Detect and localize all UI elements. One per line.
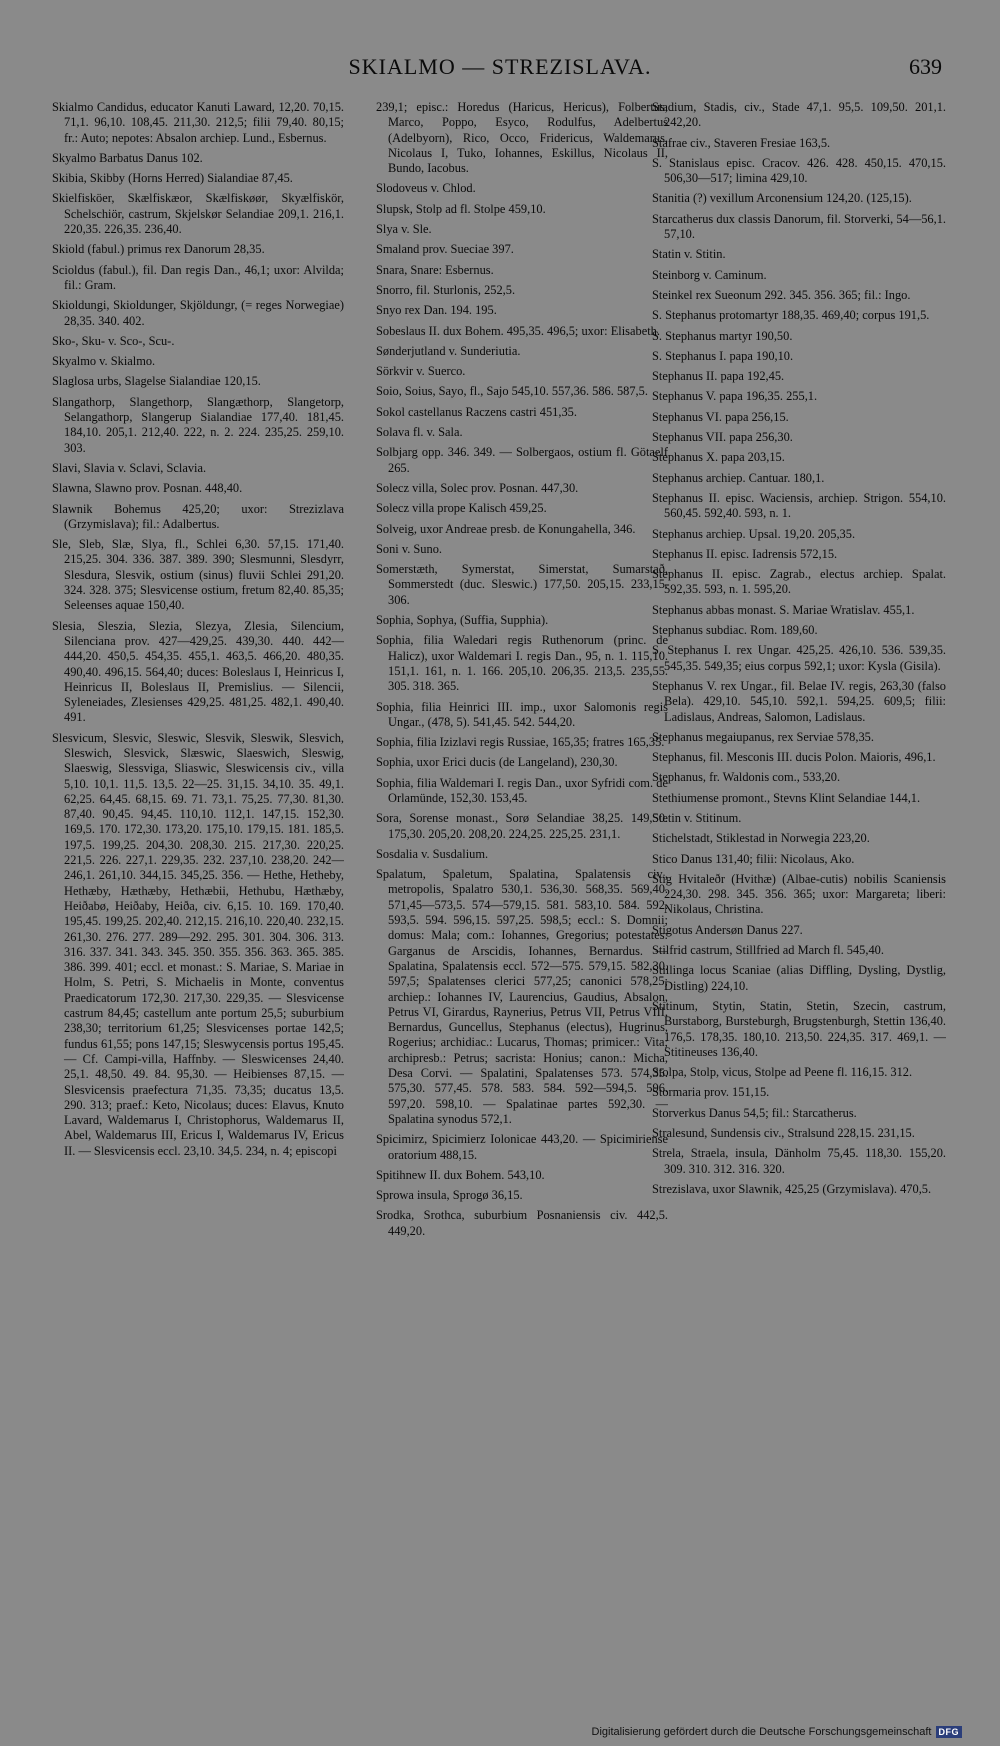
index-entry: Stephanus VII. papa 256,30. [652,430,793,445]
index-entry: Stetin v. Stitinum. [652,810,742,825]
index-entry: Stephanus II. episc. Iadrensis 572,15. [652,546,838,561]
index-entry: Slangathorp, Slangethorp, Slangæthorp, Slangetorp, Selangathorp, Slangerup Sialandiae 177,40. 181,45. 184,10. 205,1. 212,40. 222, n. 2. 224. 235,25. 259,10. 303. [52,394,344,455]
index-entry: Sle, Sleb, Slæ, Slya, fl., Schlei 6,30. 57,15. 171,40. 215,25. 304. 336. 387. 389. 390; Slesmunni, Slesdyrr, Slesdura, Slesvik, ostium (sinus) fluvii Schlei 291,20. 324. 328. 375; Slesvicense ostium, fretum 82,40. 85,35; Seleenses aquae 150,40. [52,537,344,613]
index-entry: Slesvicum, Slesvic, Sleswic, Slesvik, Sleswik, Slesvich, Sleswich, Slesvick, Slæswic, Slaeswich, Sleswig, Slaeswig, Slessviga, Sliaswic, Sleswicensis civ., villa 5,10. 10,1. 11,5. 13,5. 22—25. 31,15. 34,10. 35. 49,1. 62,25. 64,45. 68,15. 69. 71. 73,1. 75,25. 77,30. 81,30. 87,40. 90,45. 94,45. 110,10. 112,1. 147,15. 152,30. 169,5. 170. 172,30. 173,20. 175,10. 179,15. 181. 185,5. 197,5. 199,25. 204,30. 208,30. 215. 217,30. 220,25. 221,5. 226. 227,1. 229,35. 232. 237,10. 238,20. 242—246,1. 261,10. 344,15. 345,25. 356. — Hethe, Hetheby, Hethæby, Hæthæby, Hethæbii, Hethubu, Hæthæby, Heiðabø, Heiðaby, Heiða, civ. 6,15. 10. 169. 170,40. 195,45. 199,25. 202,40. 212,15. 216,10. 220,40. 232,15. 261,30. 276. 277. 289—292. 295. 301. 304. 306. 313. 316. 337. 341. 343. 345. 350. 355. 356. 363. 365. 385. 386. 399. 401; eccl. et monast.: S. Mariae, S. Mariae in Holm, S. Petri, S. Michaelis in Monte, conventus Praedicatorum 172,30. 217,30. 229,35. — Slesvicense castrum 84,45; castellum ante portum 25,5; suburbium 238,30; territorium 61,25; Slesvicenses portae 142,5; fundus 61,55; pons 147,15; Sleswycensis portus 195,45. — Cf. Campi-villa, Haffnby. — Sleswicenses 24,40. 25,1. 48,50. 49. 84. 95,30. — Heibienses 87,15. — Slesvicensis praefectura 71,35. 73,35; ducatus 13,5. 290. 313; praef.: Keto, Nicolaus; duces: Elavus, Knuto Lavard, Waldemarus I, Christophorus, Waldemarus II, Abel, Waldemarus III, Ericus I, Waldemarus IV, Ericus II. — Slesvicensis eccl. 23,10. 34,5. 234, n. 4; episcopi [52,730,344,1158]
index-entry: Steinkel rex Sueonum 292. 345. 356. 365; fil.: Ingo. [652,287,911,302]
index-entry: Solecz villa, Solec prov. Posnan. 447,30. [376,480,579,495]
index-entry: Stephanus V. rex Ungar., fil. Belae IV. regis, 263,30 (falso Bela). 429,10. 545,10. 592,1. 594,25. 609,5; filii: Ladislaus, Andreas, Salomon, Ladislaus. [652,678,946,724]
index-entry: Stephanus VI. papa 256,15. [652,409,789,424]
index-entry: Stigotus Andersøn Danus 227. [652,922,803,937]
index-entry: Skiold (fabul.) primus rex Danorum 28,35. [52,242,265,257]
index-entry: Storverkus Danus 54,5; fil.: Starcatherus. [652,1105,857,1120]
index-entry: Skialmo Candidus, educator Kanuti Laward, 12,20. 70,15. 71,1. 96,10. 108,45. 211,30. 212,5; filii 79,40. 80,15; fr.: Auto; nepotes: Absalon archiep. Lund., Esbernus. [52,100,344,145]
index-entry: Stafrae civ., Staveren Fresiae 163,5. [652,135,831,150]
index-entry: 239,1; episc.: Horedus (Haricus, Hericus), Folbertus, Marco, Poppo, Esyco, Rodulfus, Adelbertus (Adelbyorn), Rico, Occo, Fridericus, Waldemarus, Nicolaus I, Tuko, Iohannes, Eskillus, Nicolaus II, Bundo, Iacobus. [376,100,668,176]
index-entry: Stico Danus 131,40; filii: Nicolaus, Ako. [652,851,855,866]
index-entry: Stichelstadt, Stiklestad in Norwegia 223,20. [652,831,870,846]
index-entry: Snyo rex Dan. 194. 195. [376,303,497,318]
index-entry: Slodoveus v. Chlod. [376,181,476,196]
index-entry: Stolpa, Stolp, vicus, Stolpe ad Peene fl. 116,15. 312. [652,1065,913,1080]
index-entry: Sko-, Sku- v. Sco-, Scu-. [52,333,175,348]
running-title: SKIALMO — STREZISLAVA. [348,54,652,79]
index-entry: Stormaria prov. 151,15. [652,1085,770,1100]
index-entry: Smaland prov. Sueciae 397. [376,242,514,257]
index-entry: Scioldus (fabul.), fil. Dan regis Dan., 46,1; uxor: Alvilda; fil.: Gram. [52,262,344,292]
index-entry: Stephanus II. episc. Waciensis, archiep. Strigon. 554,10. 560,45. 592,40. 593, n. 1. [652,490,946,521]
index-entry: Solbjarg opp. 346. 349. — Solbergaos, ostium fl. Götaelf 265. [376,445,668,475]
index-column-middle [376,100,668,1720]
index-entry: Sophia, filia Izizlavi regis Russiae, 165,35; fratres 165,35. [376,735,665,750]
index-entry: Stephanus abbas monast. S. Mariae Wratislav. 455,1. [652,602,915,617]
index-entry: Strela, Straela, insula, Dänholm 75,45. 118,30. 155,20. 309. 310. 312. 316. 320. [652,1146,946,1176]
index-entry: Sønderjutland v. Sunderiutia. [376,343,521,358]
index-entry: Stethiumense promont., Stevns Klint Selandiae 144,1. [652,790,921,805]
index-entry: Stadium, Stadis, civ., Stade 47,1. 95,5. 109,50. 201,1. 242,20. [652,100,946,130]
index-entry: Stralesund, Sundensis civ., Stralsund 228,15. 231,15. [652,1126,915,1141]
index-entry: Somerstæth, Symerstat, Simerstat, Sumarstað, Sommerstedt (duc. Sleswic.) 177,50. 205,15. 233,15. 306. [376,562,668,607]
index-entry: Sophia, filia Heinrici III. imp., uxor Salomonis regis Ungar., (478, 5). 541,45. 542. 544,20. [376,699,668,729]
index-entry: Skyalmo Barbatus Danus 102. [52,150,203,165]
index-entry: Stillinga locus Scaniae (alias Diffling, Dysling, Dystlig, Distling) 224,10. [652,963,946,993]
index-entry: Soio, Soius, Sayo, fl., Sajo 545,10. 557,36. 586. 587,5. [376,384,648,399]
index-entry: Slesia, Sleszia, Slezia, Slezya, Zlesia, Silencium, Silenciana prov. 427—429,25. 439,30. 440. 442—444,20. 450,5. 454,35. 455,1. 463,5. 466,20. 480,35. 490,40. 496,15. 564,40; duces: Boleslaus I, Heinricus I, Heinricus II, Boleslaus II, Premislius. — Silencii, Syleneiades, Zlesienses 429,25. 481,25. 482,1. 490,40. 491. [52,618,344,725]
index-entry: Stephanus archiep. Cantuar. 180,1. [652,470,825,485]
index-entry: Stephanus, fr. Waldonis com., 533,20. [652,770,841,785]
index-entry: Stephanus megaiupanus, rex Serviae 578,35. [652,729,874,744]
index-entry: Slya v. Sle. [376,222,432,237]
index-entry: Stephanus II. episc. Zagrab., electus archiep. Spalat. 592,35. 593, n. 1. 595,20. [652,567,946,597]
page-footer [592,1724,962,1740]
index-entry: Snara, Snare: Esbernus. [376,262,494,277]
index-entry: S. Stanislaus episc. Cracov. 426. 428. 450,15. 470,15. 506,30—517; limina 429,10. [652,155,946,186]
funding-note: Digitalisierung gefördert durch die Deutsche Forschungsgemeinschaft [591,1726,932,1738]
index-entry: Skioldungi, Skioldunger, Skjöldungr, (= reges Norwegiae) 28,35. 340. 402. [52,298,344,328]
index-entry: Solava fl. v. Sala. [376,425,463,440]
index-entry: Sörkvir v. Suerco. [376,364,466,379]
index-entry: Spitihnew II. dux Bohem. 543,10. [376,1167,545,1182]
page-number: 639 [909,54,942,79]
index-entry: Stephanus archiep. Upsal. 19,20. 205,35. [652,526,856,541]
index-entry: Solecz villa prope Kalisch 459,25. [376,501,547,516]
index-entry: Stig Hvitaleðr (Hvithæ) (Albae-cutis) nobilis Scaniensis 224,30. 298. 345. 356. 365; uxor: Margareta; liberi: Nikolaus, Christina. [652,871,946,917]
index-entry: Stephanus, fil. Mesconis III. ducis Polon. Maioris, 496,1. [652,750,936,765]
index-entry: Sophia, Sophya, (Suffia, Supphia). [376,613,549,628]
index-entry: Sophia, filia Waledari regis Ruthenorum (princ. de Halicz), uxor Waldemari I. regis Dan., 95, n. 1. 115,10. 151,1. 161, n. 1. 166. 205,10. 206,35. 213,5. 235,55. 305. 318. 365. [376,633,668,694]
index-entry: Slupsk, Stolp ad fl. Stolpe 459,10. [376,201,546,216]
index-entry: Stanitia (?) vexillum Arconensium 124,20. (125,15). [652,191,912,206]
index-column-left [52,100,344,1720]
page-header [0,52,1000,92]
index-entry: Solveig, uxor Andreae presb. de Konungahella, 346. [376,521,636,536]
dfg-logo: DFG [936,1726,963,1738]
index-entry: Sobeslaus II. dux Bohem. 495,35. 496,5; uxor: Elisabeth. [376,323,660,338]
index-entry: Statin v. Stitin. [652,247,726,262]
index-entry: Soni v. Suno. [376,541,442,556]
index-entry: Stephanus X. papa 203,15. [652,450,785,465]
index-entry: Skibia, Skibby (Horns Herred) Sialandiae 87,45. [52,171,293,186]
index-entry: Slawnik Bohemus 425,20; uxor: Strezizlava (Grzymislava); fil.: Adalbertus. [52,501,344,531]
index-entry: S. Stephanus I. papa 190,10. [652,348,794,363]
index-entry: Sokol castellanus Raczens castri 451,35. [376,404,577,419]
index-entry: Stephanus V. papa 196,35. 255,1. [652,389,818,404]
index-entry: Snorro, fil. Sturlonis, 252,5. [376,282,516,297]
index-entry: S. Stephanus martyr 190,50. [652,328,793,343]
index-entry: Starcatherus dux classis Danorum, fil. Storverki, 54—56,1. 57,10. [652,211,946,242]
index-entry: Skyalmo v. Skialmo. [52,354,156,369]
index-entry: Skielfisköer, Skælfiskæor, Skælfiskøør, Skyælfiskör, Schelschiör, castrum, Skjelskør Selandiae 209,1. 216,1. 220,35. 226,35. 236,40. [52,191,344,237]
index-entry: Sora, Sorense monast., Sorø Selandiae 38,25. 149,50. 175,30. 205,20. 208,20. 224,25. 225,25. 231,1. [376,811,668,841]
index-entry: Strezislava, uxor Slawnik, 425,25 (Grzymislava). 470,5. [652,1181,932,1196]
index-entry: Stilfrid castrum, Stillfried ad March fl. 545,40. [652,943,884,958]
index-entry: Spalatum, Spaletum, Spalatina, Spalatensis civ., metropolis, Spalatro 530,1. 536,30. 568,35. 569,40. 571,45—573,5. 574—579,15. 581. 583,10. 584. 592. 593,5. 594. 596,15. 597,25. 598,5; eccl.: S. Domnii; domus: Mala; com.: Iohannes, Gregorius; potestates: Garganus de Arscidis, Iohannes, Bernardus. — Spalatina, Spalatensis eccl. 572—575. 579,15. 582,30. 597,5; Spalatenses clerici 577,25; canonici 578,25; archiep.: Iohannes IV, Laurencius, Gaudius, Absalon, Petrus VI, Girardus, Raynerius, Petrus VII, Petrus VIII, Bernardus, Guncellus, Stephanus (electus), Hugrinus, Rogerius; archidiac.: Lucarus, Thomas; primicer.: Vita; archipresb.: Petrus; sacrista: Honius; canon.: Micha, Desa Corvi. — Spalatini, Spalatenses 573. 574,35. 575,30. 577,45. 578. 583. 584. 592—594,5. 596. 597,20. 598,10. — Spalatinae partes 592,30. — Spalatina synodus 572,1. [376,867,668,1126]
index-entry: Spicimirz, Spicimierz Iolonicae 443,20. — Spicimiriense oratorium 488,15. [376,1132,668,1162]
index-entry: Slaglosa urbs, Slagelse Sialandiae 120,15. [52,374,261,389]
index-entry: Sprowa insula, Sprogø 36,15. [376,1188,523,1203]
index-entry: Sosdalia v. Susdalium. [376,846,489,861]
index-column-right [652,100,946,1720]
index-entry: Sophia, uxor Erici ducis (de Langeland), 230,30. [376,755,618,770]
index-entry: Stephanus II. papa 192,45. [652,369,785,384]
index-entry: Slavi, Slavia v. Sclavi, Sclavia. [52,460,207,475]
index-entry: Stitinum, Stytin, Statin, Stetin, Szecin, castrum, Burstaborg, Bursteburgh, Brugstenburgh, Stettin 136,40. 176,5. 178,35. 180,10. 213,50. 224,35. 317. 469,1. — Stitineuses 136,40. [652,998,946,1059]
index-entry: Srodka, Srothca, suburbium Posnaniensis civ. 442,5. 449,20. [376,1208,668,1238]
index-entry: Steinborg v. Caminum. [652,267,767,282]
index-entry: Stephanus subdiac. Rom. 189,60. [652,623,818,638]
index-entry: Sophia, filia Waldemari I. regis Dan., uxor Syfridi com. de Orlamünde, 152,30. 153,45. [376,775,668,805]
index-entry: S. Stephanus protomartyr 188,35. 469,40; corpus 191,5. [652,308,930,323]
index-entry: Slawna, Slawno prov. Posnan. 448,40. [52,481,243,496]
index-entry: S. Stephanus I. rex Ungar. 425,25. 426,10. 536. 539,35. 545,35. 549,35; eius corpus 592,1; uxor: Kysla (Gisila). [652,643,946,673]
